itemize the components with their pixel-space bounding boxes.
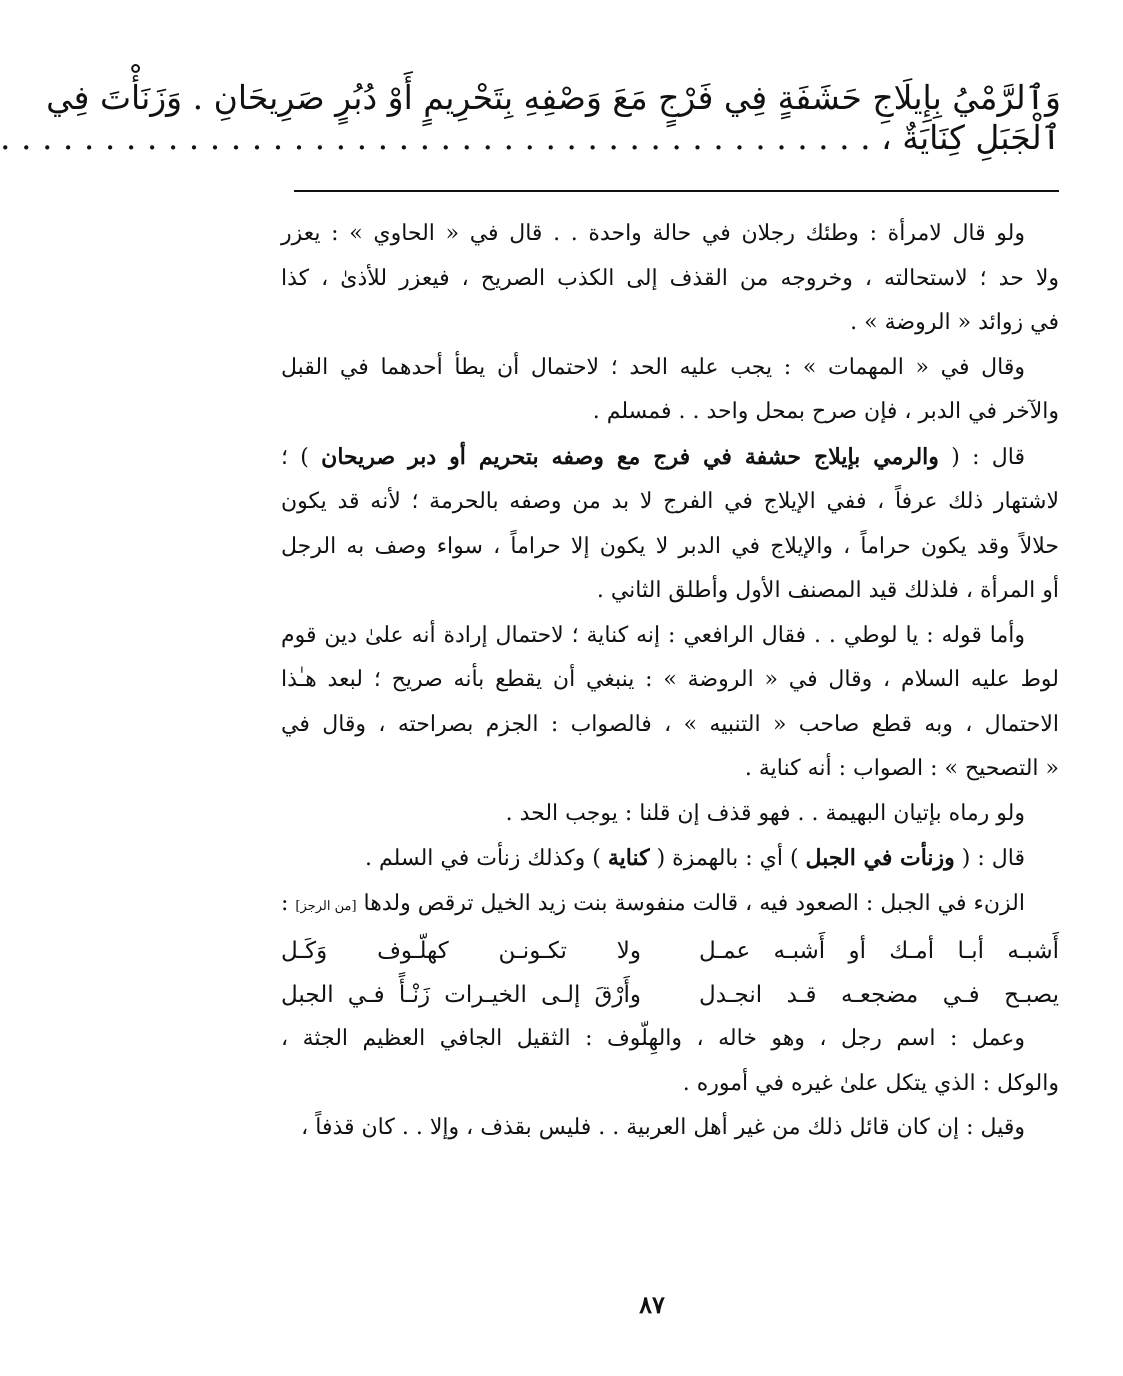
text-line: لاشتهار ذلك عرفاً ، ففي الإيلاج في الفرج لا بد من وصفه بالحرمة ؛ لأنه قد يكون — [281, 489, 1059, 514]
text-line: لوط عليه السلام ، وقال في « الروضة » : ينبغي أن يقطع بأنه صريح ؛ لبعد هـٰذا — [281, 667, 1059, 692]
paragraph-bahima — [281, 792, 1059, 837]
text-line-quote — [281, 435, 1059, 481]
text-line — [281, 882, 1059, 930]
quote-mid: ) أي : بالهمزة ( — [649, 846, 806, 871]
poem-first-hemistich: أَشبـه أبـا أمـك أو أَشبـه عمـل — [699, 938, 1059, 964]
quoted-matn: وزنأت في الجبل — [805, 845, 955, 871]
paragraph-qila — [281, 1106, 1059, 1151]
paragraph-amal — [281, 1017, 1059, 1106]
paragraph-hawi — [281, 212, 1059, 346]
matn-line-1: وَٱلرَّمْيُ بِإِيلَاجِ حَشَفَةٍ فِي فَرْجٍ مَعَ وَصْفِهِ بِتَحْرِيمٍ أَوْ دُبُرٍ صَرِيحَانِ . وَزَنَأْتَ فِي — [46, 78, 1061, 117]
paragraph-zan — [281, 882, 1059, 930]
text-line: ولا حد ؛ لاستحالته ، وخروجه من القذف إلى الكذب الصريح ، فيعزر للأذىٰ ، كذا — [281, 265, 1060, 291]
poem — [281, 929, 1059, 1017]
paragraph-zanat — [281, 836, 1059, 882]
quote-lead: قال : ( — [954, 846, 1025, 871]
paragraph-ramy — [281, 435, 1059, 614]
text-line: وأما قوله : يا لوطي . . فقال الرافعي : إنه كناية ؛ لاحتمال إرادة أنه علىٰ دين قوم — [281, 622, 1025, 648]
text-line: ولو قال لامرأة : وطئك رجلان في حالة واحدة . . قال في « الحاوي » : يعزر — [281, 221, 1025, 246]
quote-lead: قال : ( — [938, 444, 1025, 470]
quote-tail: ) وكذلك زنأت في السلم . — [365, 846, 608, 871]
text-line: « التصحيح » : الصواب : أنه كناية . — [744, 756, 1059, 781]
quoted-matn: والرمي بإيلاج حشفة في فرج مع وصفه بتحريم أو دبر صريحان — [321, 443, 939, 470]
text-line: وعمل : اسم رجل ، وهو خاله ، والهِلّوف : الثقيل الجافي العظيم الجثة ، — [281, 1026, 1025, 1051]
text-line-quote — [281, 836, 1059, 882]
text-line: في زوائد « الروضة » . — [850, 310, 1059, 335]
text-line: حلالاً وقد يكون حراماً ، والإيلاج في الدبر لا يكون إلا حراماً ، سواء وصف به الرجل — [281, 533, 1059, 559]
text-line: أو المرأة ، فلذلك قيد المصنف الأول وأطلق الثاني . — [596, 578, 1059, 603]
quoted-matn: كناية — [607, 845, 650, 871]
poem-verse — [281, 929, 1059, 973]
page-number: ٨٧ — [639, 1290, 665, 1319]
matn-line-2: ٱلْجَبَلِ كِنَايَةٌ ، . . . . . . . . . . . . . . . . . . . . . . . . . . . . . . . . . . . . . . . . . . — [0, 118, 1061, 157]
text-line: وقيل : إن كان قائل ذلك من غير أهل العربية . . فليس بقذف ، وإلا . . كان قذفاً ، — [301, 1115, 1025, 1140]
paragraph-muhimmat — [281, 346, 1059, 435]
poem-second-hemistich: ولا تكـونـن كهلّـوف وَكَـل — [281, 938, 641, 964]
colon: : — [281, 890, 296, 916]
separator-rule — [294, 190, 1059, 192]
quote-tail: ) ؛ — [281, 444, 322, 470]
matn-text — [0, 78, 1061, 158]
paragraph-luti — [281, 614, 1059, 792]
poem-first-hemistich: يصبـح فـي مضجعـه قـد انجـدل — [699, 982, 1059, 1008]
meter-reference: [من الرجز] — [295, 898, 357, 914]
text-line: وقال في « المهمات » : يجب عليه الحد ؛ لاحتمال أن يطأ أحدهما في القبل — [281, 354, 1025, 380]
text-line: ولو رماه بإتيان البهيمة . . فهو قذف إن قلنا : يوجب الحد . — [505, 800, 1025, 826]
line-text: الزنء في الجبل : الصعود فيه ، قالت منفوسة بنت زيد الخيل ترقص ولدها — [363, 890, 1025, 916]
text-line: والآخر في الدبر ، فإن صرح بمحل واحد . . فمسلم . — [592, 399, 1059, 424]
commentary — [281, 212, 1059, 1151]
text-line: الاحتمال ، وبه قطع صاحب « التنبيه » ، فالصواب : الجزم بصراحته ، وقال في — [281, 711, 1059, 737]
text-line: والوكل : الذي يتكل علىٰ غيره في أموره . — [682, 1070, 1059, 1096]
poem-verse — [281, 973, 1059, 1017]
poem-second-hemistich: وأَرْقَ إلـى الخيـرات زَنْـأً فـي الجبل — [281, 982, 641, 1008]
